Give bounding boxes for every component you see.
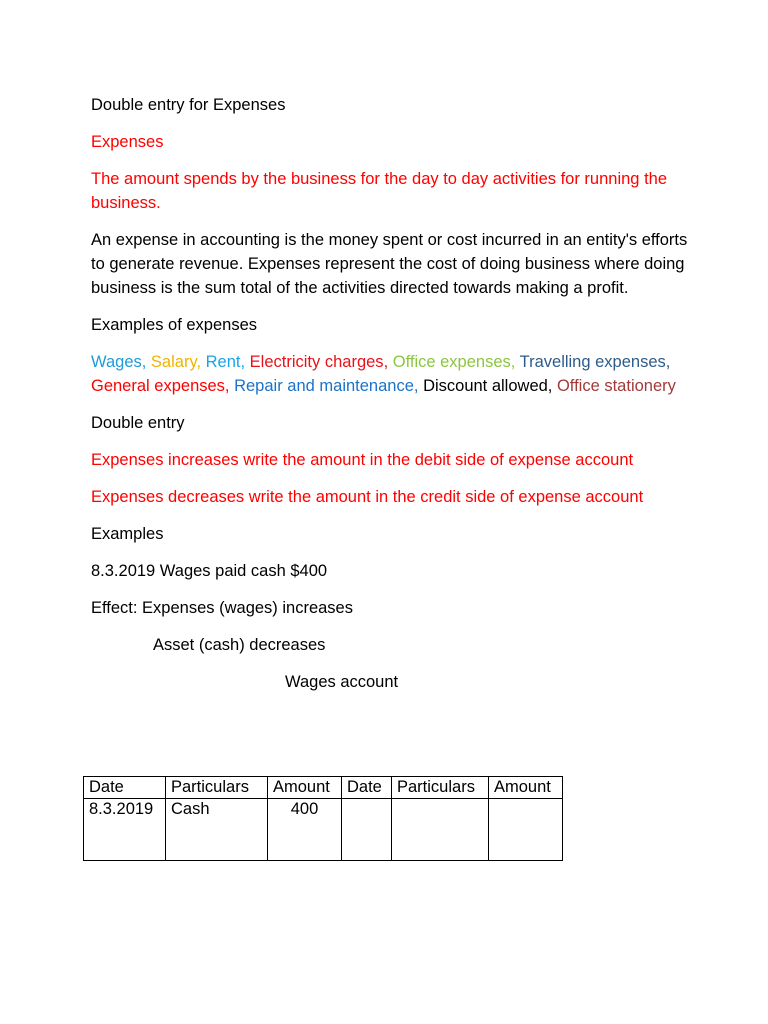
document-title: Double entry for Expenses bbox=[91, 96, 286, 114]
examples-list bbox=[91, 350, 691, 398]
ledger-header-particulars-credit: Particulars bbox=[392, 777, 489, 799]
expense-example-separator: , bbox=[510, 353, 520, 371]
ledger-header-date-credit: Date bbox=[342, 777, 392, 799]
ledger-cell-date-debit: 8.3.2019 bbox=[84, 799, 166, 861]
expense-example-separator: , bbox=[196, 353, 206, 371]
expense-example-separator: , bbox=[547, 377, 557, 395]
expense-example-item: General expenses bbox=[91, 377, 225, 395]
expenses-definition: The amount spends by the business for the day to day activities for running the business. bbox=[91, 170, 668, 212]
ledger-header-row bbox=[84, 777, 563, 799]
expense-example-item: Travelling expenses bbox=[519, 353, 666, 371]
ledger-header-amount-debit: Amount bbox=[268, 777, 342, 799]
examples-label: Examples bbox=[91, 525, 164, 543]
expense-example-separator: , bbox=[383, 353, 393, 371]
ledger-header-date-debit: Date bbox=[84, 777, 166, 799]
table-row bbox=[84, 799, 563, 861]
ledger-cell-amount-debit: 400 bbox=[268, 799, 342, 861]
ledger-cell-amount-credit bbox=[489, 799, 563, 861]
ledger-cell-particulars-credit bbox=[392, 799, 489, 861]
rule-decrease: Expenses decreases write the amount in the credit side of expense account bbox=[91, 488, 644, 506]
expense-example-item: Office expenses bbox=[392, 353, 511, 371]
expense-example-item: Salary bbox=[150, 353, 197, 371]
expenses-heading: Expenses bbox=[91, 133, 164, 151]
expense-example-item: Office stationery bbox=[556, 377, 676, 395]
expense-example-item: Rent bbox=[205, 353, 241, 371]
expense-example-separator: , bbox=[141, 353, 151, 371]
document-body bbox=[91, 93, 691, 707]
expense-example-separator: , bbox=[240, 353, 250, 371]
expense-example-item: Discount allowed bbox=[423, 377, 548, 395]
expense-example-separator: , bbox=[224, 377, 235, 395]
expense-example-item: Repair and maintenance bbox=[234, 377, 414, 395]
expense-example-item: Wages bbox=[91, 353, 142, 371]
ledger-cell-particulars-debit: Cash bbox=[166, 799, 268, 861]
effect-line-1: Effect: Expenses (wages) increases bbox=[91, 599, 353, 617]
expense-example-separator: , bbox=[665, 353, 671, 371]
ledger-header-amount-credit: Amount bbox=[489, 777, 563, 799]
double-entry-heading: Double entry bbox=[91, 414, 185, 432]
expense-example-item: Electricity charges bbox=[249, 353, 384, 371]
ledger-cell-date-credit bbox=[342, 799, 392, 861]
rule-increase: Expenses increases write the amount in the debit side of expense account bbox=[91, 451, 634, 469]
expense-example-separator: , bbox=[413, 377, 424, 395]
expenses-explanation: An expense in accounting is the money spent or cost incurred in an entity's efforts to generate revenue. Expenses represent the cost of doing business where doing business is the sum total of the activities directed towards making a profit. bbox=[91, 231, 688, 297]
ledger-header-particulars-debit: Particulars bbox=[166, 777, 268, 799]
transaction-line: 8.3.2019 Wages paid cash $400 bbox=[91, 562, 328, 580]
effect-line-2: Asset (cash) decreases bbox=[153, 636, 326, 654]
wages-ledger-table bbox=[83, 776, 563, 861]
account-title: Wages account bbox=[285, 673, 399, 691]
examples-heading: Examples of expenses bbox=[91, 316, 258, 334]
